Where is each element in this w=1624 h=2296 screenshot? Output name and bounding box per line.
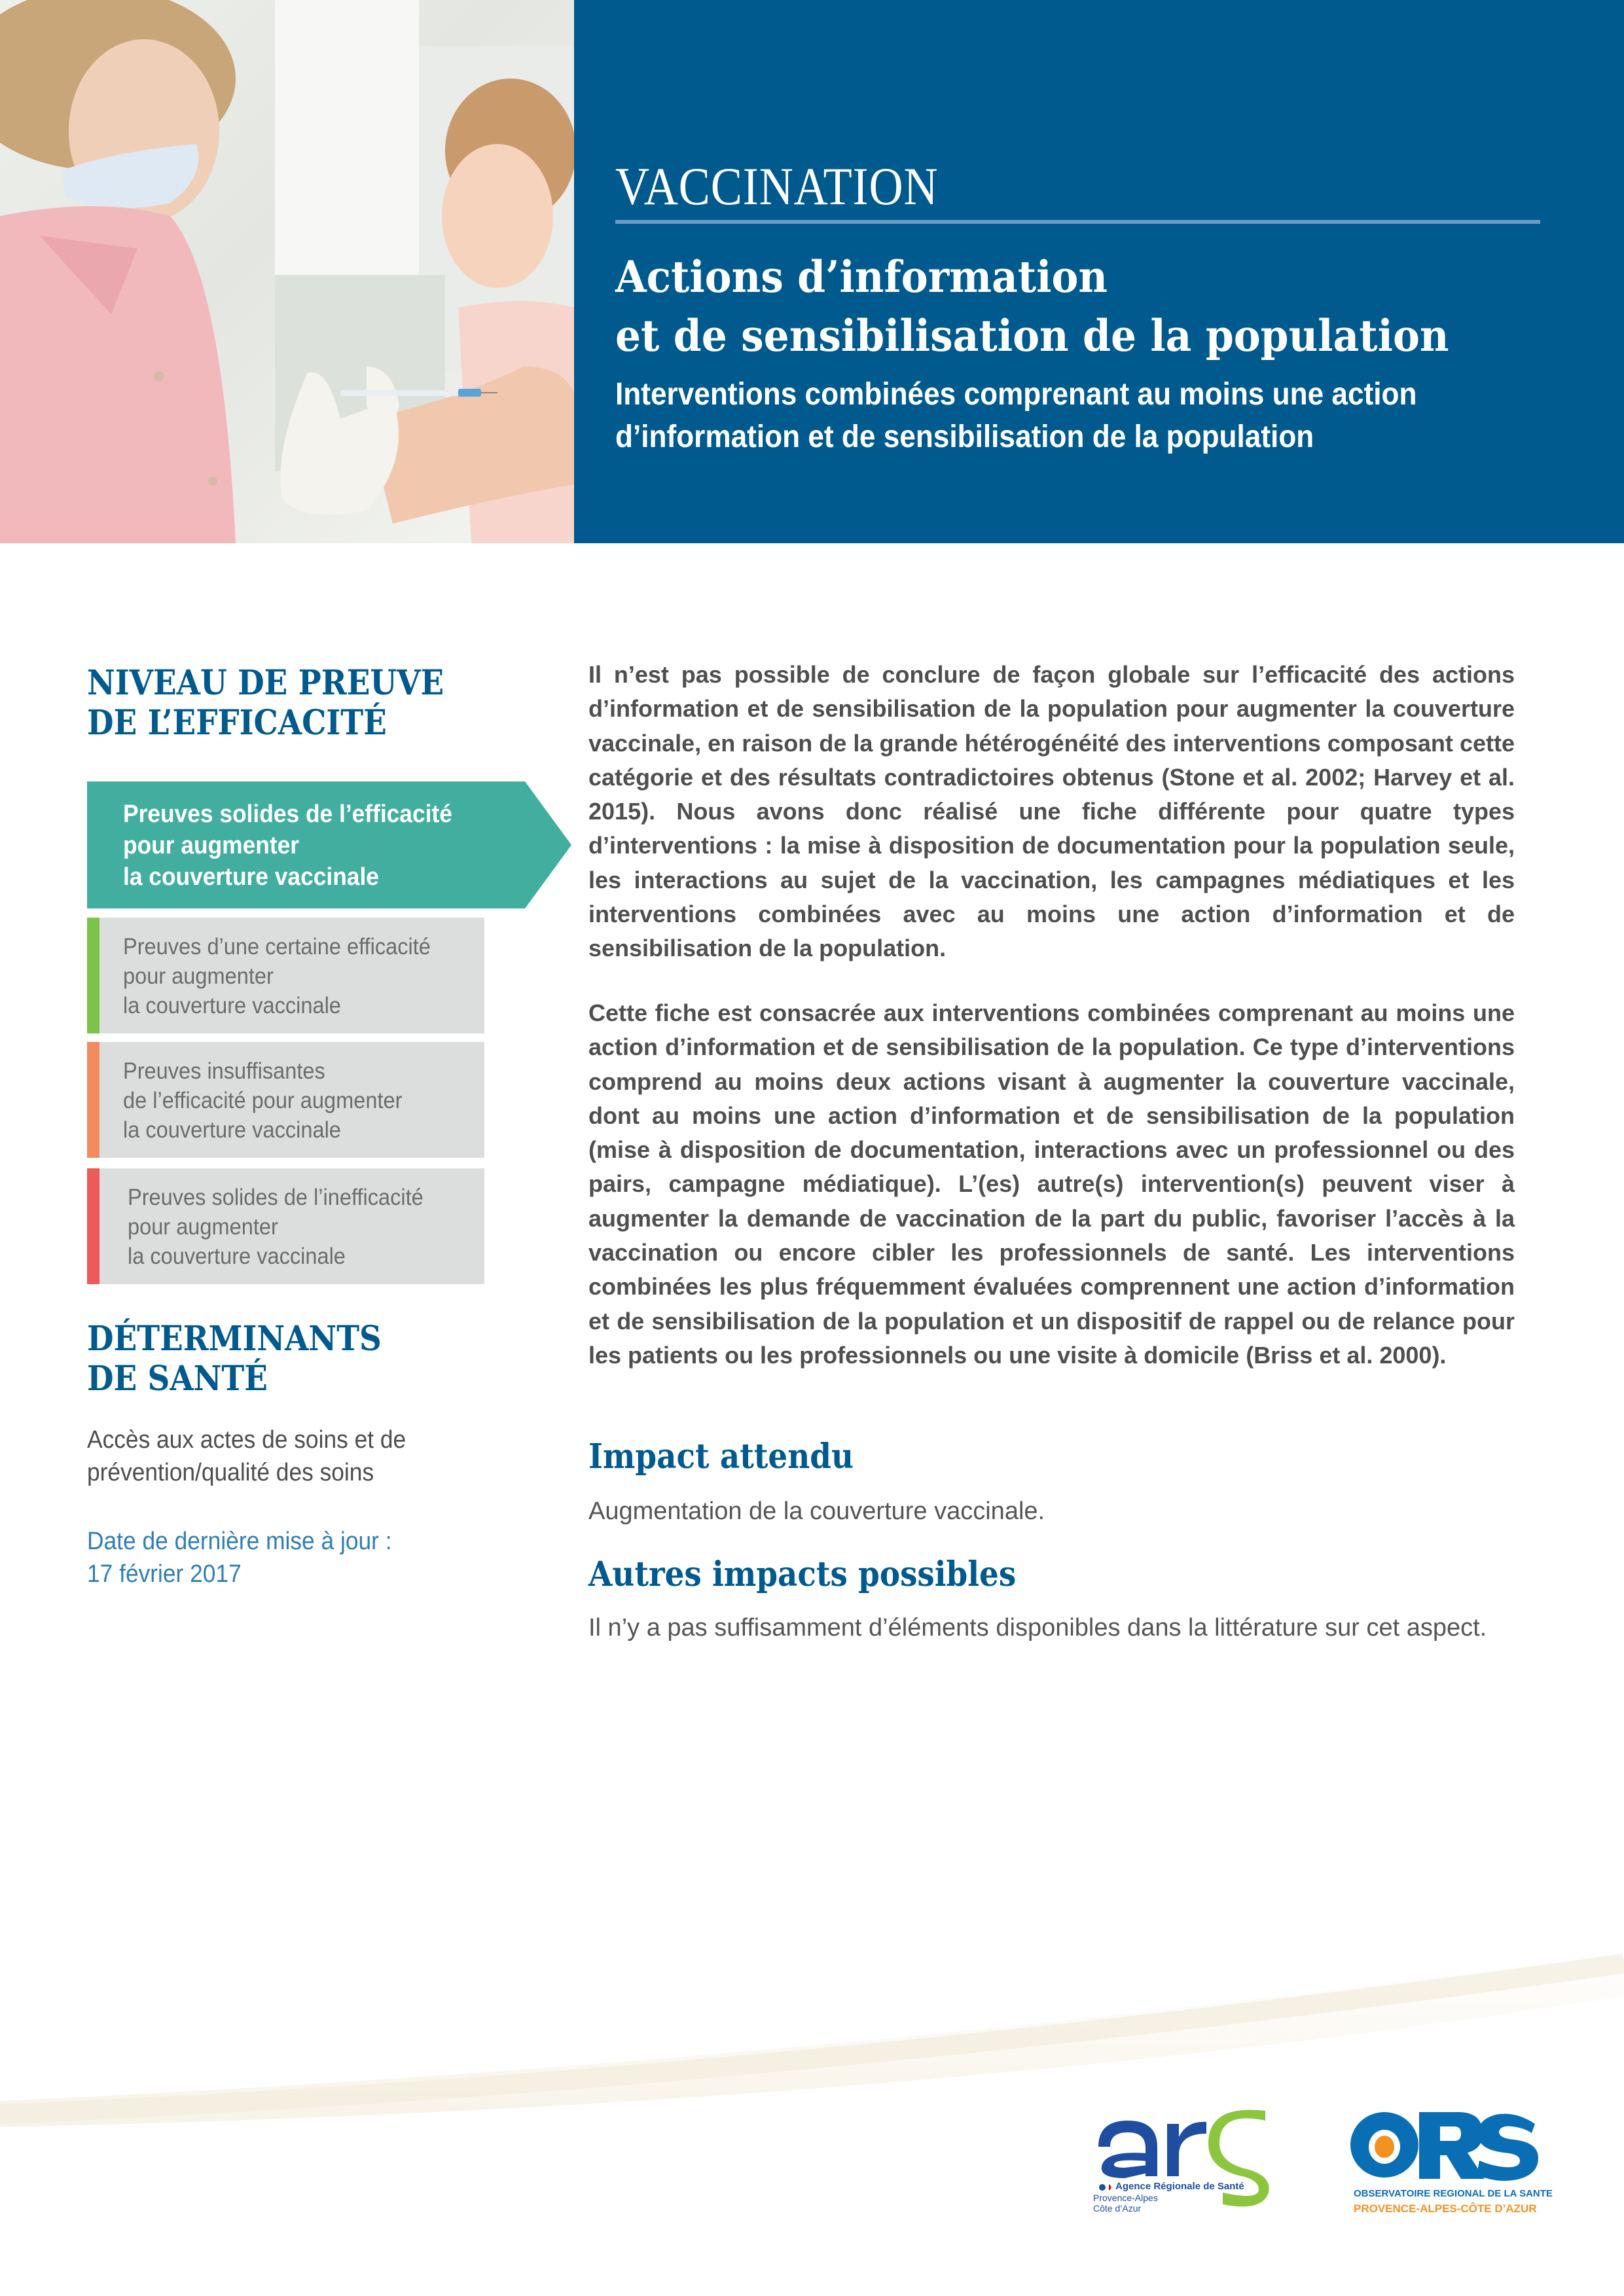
- last-update-label: Date de dernière mise à jour :: [87, 1528, 392, 1555]
- page-title-line-2: et de sensibilisation de la population: [615, 310, 1449, 361]
- page-subtitle: [615, 373, 1519, 458]
- other-impacts-text: Il n’y a pas suffisamment d’éléments disponibles dans la littérature sur cet aspect.: [588, 1614, 1487, 1641]
- header-photo: [0, 0, 574, 543]
- ars-logo-line-1: Agence Régionale de Santé: [1115, 2181, 1244, 2192]
- header-panel: [574, 0, 1624, 543]
- evidence-level-heading-line-1: NIVEAU DE PREUVE: [87, 663, 444, 703]
- ors-logo-line-1: OBSERVATOIRE REGIONAL DE LA SANTE: [1354, 2188, 1553, 2199]
- evidence-level-heading: [87, 663, 444, 743]
- evidence-level-label: [128, 1183, 469, 1271]
- ors-logo: [1348, 2111, 1553, 2222]
- ars-logo: [1092, 2108, 1301, 2212]
- evidence-level-some-efficacy: [87, 918, 484, 1033]
- evidence-level-line: Preuves insuffisantes: [123, 1058, 325, 1084]
- evidence-level-line: la couverture vaccinale: [123, 1117, 341, 1143]
- evidence-level-heading-line-2: DE L’EFFICACITÉ: [87, 703, 387, 743]
- evidence-level-line: de l’efficacité pour augmenter: [123, 1088, 403, 1113]
- orange-indicator-bar: [87, 1042, 99, 1158]
- vaccination-photo-illustration: [0, 0, 574, 543]
- health-determinants-heading-line-2: DE SANTÉ: [87, 1359, 268, 1399]
- scope-paragraph: Cette fiche est consacrée aux interventions combinées comprenant au moins une action d’information et de sensibilisation de la population. Ce type d’interventions comprend au moins deux actions visant à augmenter la couverture vaccinale, dont au moins une action d’information et de sensibilisation de la population (mise à disposition de documentation, interactions avec un professionnel ou des pairs, campagne médiatique). L’(es) autre(s) intervention(s) peuvent viser à augmenter la demande de vaccination de la part du public, favoriser l’accès à la vaccination ou encore cibler les professionnels de santé. Les interventions combinées les plus fréquemment évaluées comprennent une action d’information et de sensibilisation de la population et un dispositif de rappel ou de relance pour les patients ou les professionnels ou une visite à domicile (Briss et al. 2000).: [588, 999, 1515, 1369]
- ors-logo-line-2: PROVENCE-ALPES-CÔTE D’AZUR: [1354, 2202, 1537, 2215]
- green-indicator-bar: [87, 918, 99, 1033]
- evidence-level-line: la couverture vaccinale: [123, 993, 341, 1018]
- evidence-level-line: la couverture vaccinale: [123, 863, 379, 891]
- page-subtitle-line-2: d’information et de sensibilisation de la population: [615, 420, 1314, 454]
- health-determinants-text: [87, 1424, 465, 1489]
- evidence-level-strong-efficacy-selected: [87, 781, 571, 908]
- expected-impact-heading: Impact attendu: [588, 1437, 854, 1477]
- evidence-level-strong-inefficacy: [87, 1168, 484, 1284]
- other-impacts-heading: Autres impacts possibles: [588, 1554, 1017, 1594]
- intro-paragraph: Il n’est pas possible de conclure de façon globale sur l’efficacité des actions d’information et de sensibilisation de la population pour augmenter la couverture vaccinale, en raison de la grande hétérogénéité des interventions composant cette catégorie et des résultats contradictoires obtenus (Stone et al. 2002; Harvey et al. 2015). Nous avons donc réalisé une fiche différente pour quatre types d’interventions : la mise à disposition de documentation pour la population seule, les interactions au sujet de la vaccination, les campagnes médiatiques et les interventions combinées avec au moins une action d’information et de sensibilisation de la population.: [588, 661, 1515, 962]
- last-update-date: 17 février 2017: [87, 1560, 242, 1588]
- evidence-level-insufficient: [87, 1042, 484, 1158]
- evidence-level-label: [123, 798, 513, 893]
- health-determinants-heading: [87, 1319, 382, 1399]
- evidence-level-label: [123, 932, 464, 1020]
- evidence-level-line: pour augmenter: [123, 963, 274, 989]
- ars-logo-line-3: Côte d’Azur: [1093, 2203, 1142, 2214]
- header-divider: [615, 220, 1540, 224]
- page-title: [615, 247, 1498, 365]
- health-determinants-line: Accès aux actes de soins et de: [87, 1426, 406, 1454]
- evidence-level-line: Preuves solides de l’efficacité: [123, 800, 452, 828]
- decorative-swoosh: [0, 1865, 1624, 2127]
- category-label: VACCINATION: [615, 156, 939, 216]
- evidence-level-line: Preuves solides de l’inefficacité: [128, 1185, 424, 1210]
- red-indicator-bar: [87, 1168, 99, 1284]
- health-determinants-line: prévention/qualité des soins: [87, 1459, 374, 1486]
- evidence-level-line: la couverture vaccinale: [128, 1244, 346, 1269]
- ars-logo-line-2: Provence-Alpes: [1093, 2193, 1158, 2203]
- evidence-level-label: [123, 1056, 464, 1145]
- page-subtitle-line-1: Interventions combinées comprenant au moins une action: [615, 377, 1417, 412]
- page-title-line-1: Actions d’information: [615, 251, 1108, 302]
- expected-impact-text: Augmentation de la couverture vaccinale.: [588, 1498, 1045, 1525]
- evidence-level-line: Preuves d’une certaine efficacité: [123, 934, 431, 960]
- evidence-level-line: pour augmenter: [123, 832, 300, 859]
- health-determinants-heading-line-1: DÉTERMINANTS: [87, 1319, 382, 1359]
- ors-logo-mark-icon: [1348, 2111, 1538, 2183]
- last-update: [87, 1525, 465, 1590]
- evidence-level-line: pour augmenter: [128, 1214, 278, 1240]
